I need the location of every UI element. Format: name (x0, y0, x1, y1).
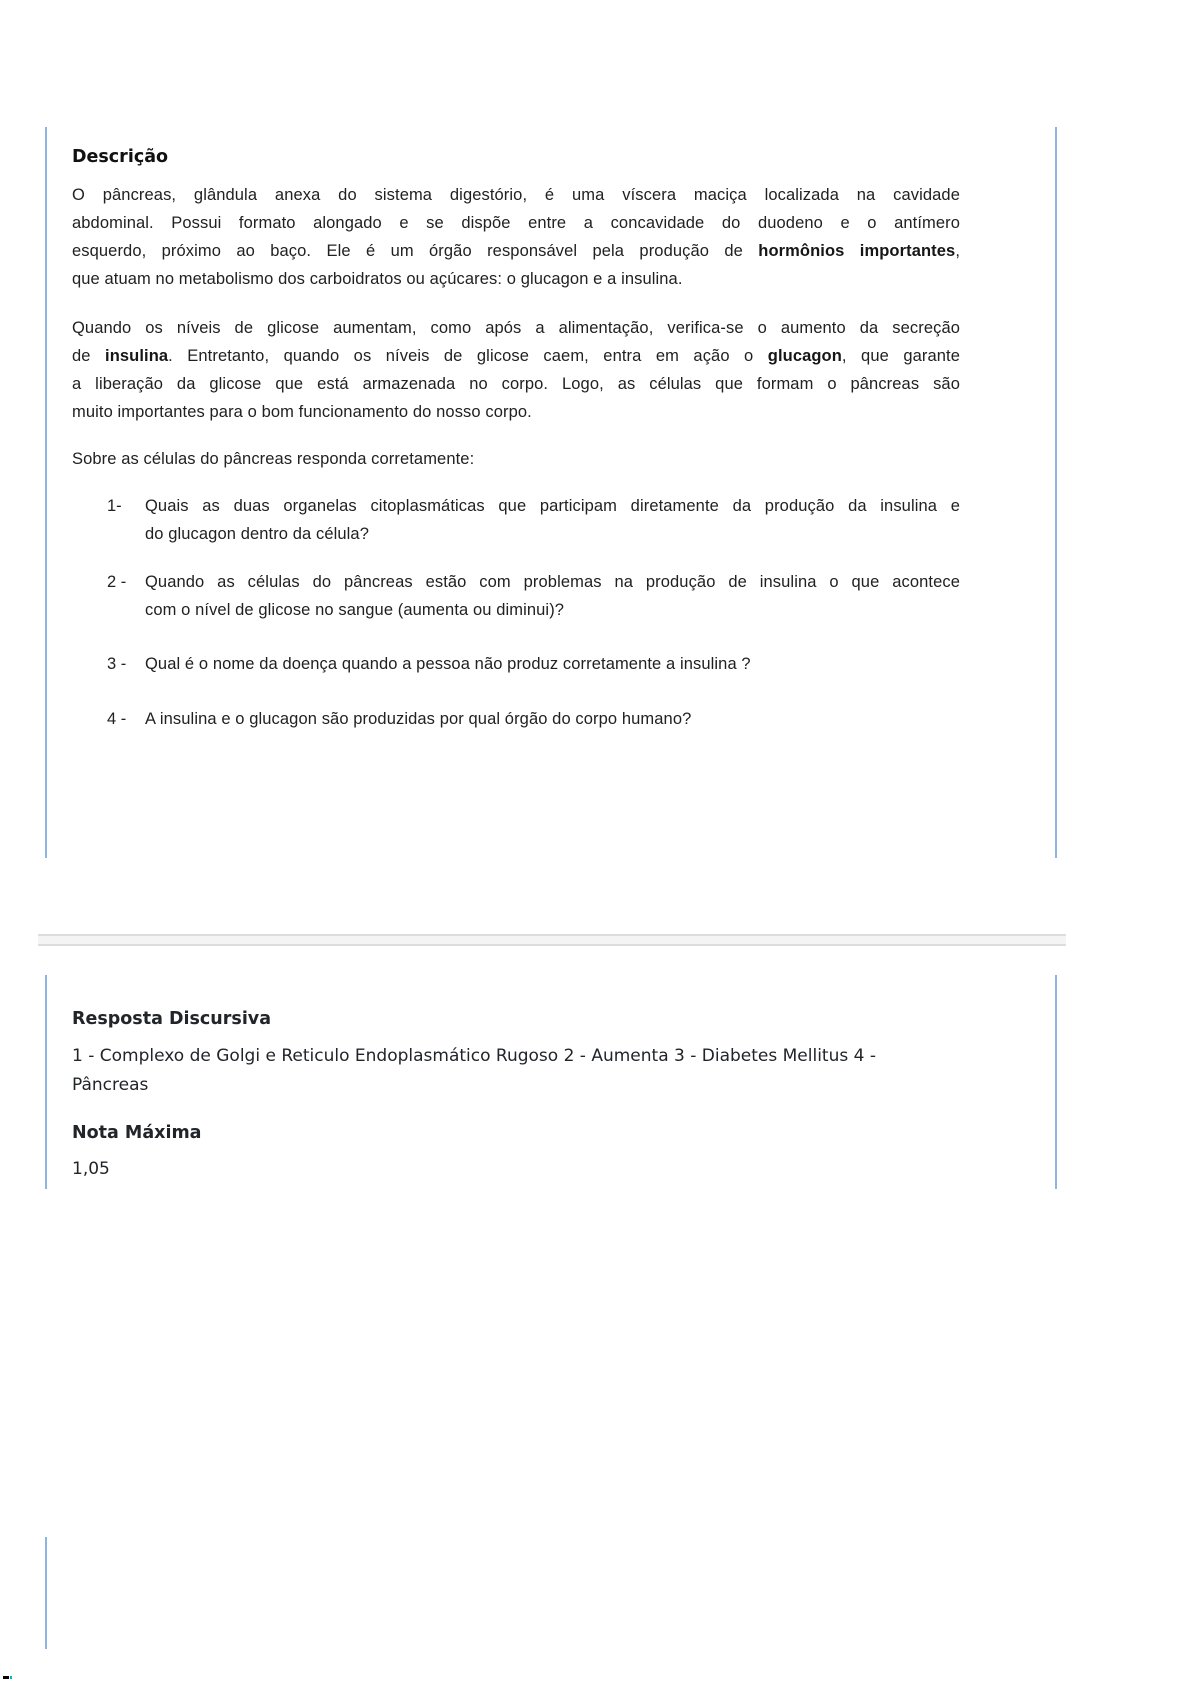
question-text (145, 650, 960, 678)
question-number: 4 - (107, 710, 127, 728)
question-text (145, 568, 960, 624)
text-line: a liberação da glicose que está armazenada no corpo. Logo, as células que formam o pâncreas são (72, 375, 960, 393)
max-grade-heading: Nota Máxima (72, 1123, 202, 1143)
answer-card (45, 975, 1057, 1189)
text-line: com o nível de glicose no sangue (aumenta ou diminui)? (145, 601, 565, 619)
text-line: Quando as células do pâncreas estão com problemas na produção de insulina o que acontece (145, 573, 960, 591)
text-line: do glucagon dentro da célula? (145, 525, 369, 543)
text-line: esquerdo, próximo ao baço. Ele é um órgão responsável pela produção de hormônios importantes, (72, 242, 960, 260)
answer-text-line: 1 - Complexo de Golgi e Reticulo Endoplasmático Rugoso 2 - Aumenta 3 - Diabetes Mellitus 4 - (72, 1046, 876, 1066)
question-item-2 (107, 568, 960, 624)
section-border-stub (45, 1537, 47, 1649)
answer-heading: Resposta Discursiva (72, 1009, 272, 1029)
text-line: muito importantes para o bom funcionamento do nosso corpo. (72, 403, 532, 421)
text-line: Qual é o nome da doença quando a pessoa não produz corretamente a insulina ? (145, 655, 751, 673)
question-item-1 (107, 492, 960, 548)
questions-intro: Sobre as células do pâncreas responda corretamente: (72, 450, 475, 468)
paragraph-glucose-hormones (72, 314, 960, 426)
question-text (145, 492, 960, 548)
screen-artifact-dash (3, 1676, 9, 1679)
question-number: 3 - (107, 655, 127, 673)
question-item-4 (107, 705, 960, 733)
screen-artifact-dot (10, 1676, 12, 1679)
text-line: A insulina e o glucagon são produzidas por qual órgão do corpo humano? (145, 710, 692, 728)
paragraph-pancreas-anatomy (72, 181, 960, 293)
section-divider (38, 934, 1066, 946)
text-line: de insulina. Entretanto, quando os níveis de glicose caem, entra em ação o glucagon, que garante (72, 347, 960, 365)
text-line: abdominal. Possui formato alongado e se dispõe entre a concavidade do duodeno e o antímero (72, 214, 960, 232)
description-heading: Descrição (72, 147, 169, 167)
question-text (145, 705, 960, 733)
description-card (45, 127, 1057, 858)
answer-text-line: Pâncreas (72, 1075, 149, 1095)
max-grade-value: 1,05 (72, 1159, 110, 1179)
text-line: Quando os níveis de glicose aumentam, como após a alimentação, verifica-se o aumento da secreção (72, 319, 960, 337)
text-line: O pâncreas, glândula anexa do sistema digestório, é uma víscera maciça localizada na cavidade (72, 186, 960, 204)
question-number: 1- (107, 497, 122, 515)
question-item-3 (107, 650, 960, 678)
question-list (72, 492, 960, 733)
text-line: Quais as duas organelas citoplasmáticas que participam diretamente da produção da insulina e (145, 497, 960, 515)
text-line: que atuam no metabolismo dos carboidratos ou açúcares: o glucagon e a insulina. (72, 270, 683, 288)
question-number: 2 - (107, 573, 127, 591)
